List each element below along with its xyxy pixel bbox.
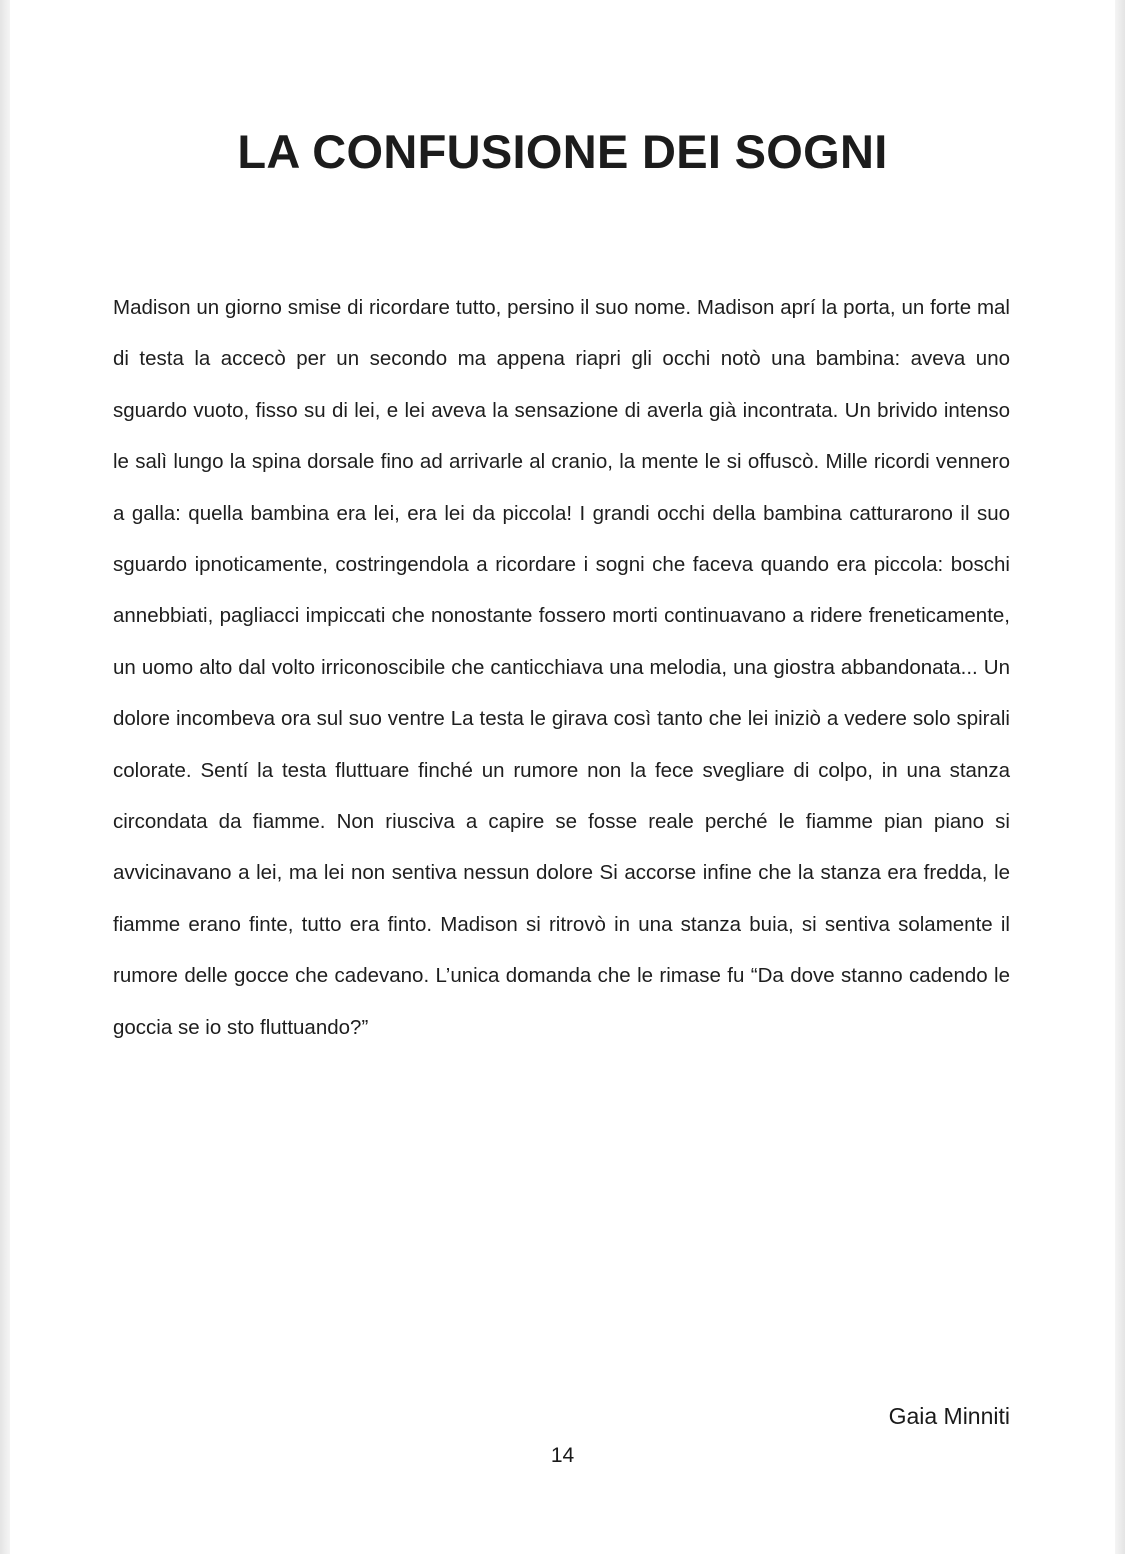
author-name: Gaia Minniti (888, 1403, 1010, 1429)
page-edge-left (0, 0, 10, 1554)
page-title: LA CONFUSIONE DEI SOGNI (237, 125, 888, 178)
page-number: 14 (550, 1444, 575, 1467)
document-page (10, 0, 1115, 1554)
story-paragraph: Madison un giorno smise di ricordare tutto, persino il suo nome. Madison aprí la porta, un forte mal di testa la accecò per un secondo ma appena riapri gli occhi notò una bambina: aveva uno sguardo vuoto, fisso su di lei, e lei aveva la sensazione di averla già incontrata. Un brivido intenso le salì lungo la spina dorsale fino ad arrivarle al cranio, la mente le si offuscò. Mille ricordi vennero a galla: quella bambina era lei, era lei da piccola! I grandi occhi della bambina catturarono il suo sguardo ipnoticamente, costringendola a ricordare i sogni che faceva quando era piccola: boschi annebbiati, pagliacci impiccati che nonostante fossero morti continuavano a ridere freneticamente, un uomo alto dal volto irriconoscibile che canticchiava una melodia, una giostra abbandonata... Un dolore incombeva ora sul suo ventre La testa le girava così tanto che lei iniziò a vedere solo spirali colorate. Sentí la testa fluttuare finché un rumore non la fece svegliare di colpo, in una stanza circondata da fiamme. Non riusciva a capire se fosse reale perché le fiamme pian piano si avvicinavano a lei, ma lei non sentiva nessun dolore Si accorse infine che la stanza era fredda, le fiamme erano finte, tutto era finto. Madison si ritrovò in una stanza buia, si sentiva solamente il rumore delle gocce che cadevano. L’unica domanda che le rimase fu “Da dove stanno cadendo le goccia se io sto fluttuando?” (113, 296, 1010, 1039)
page-edge-right (1115, 0, 1125, 1554)
